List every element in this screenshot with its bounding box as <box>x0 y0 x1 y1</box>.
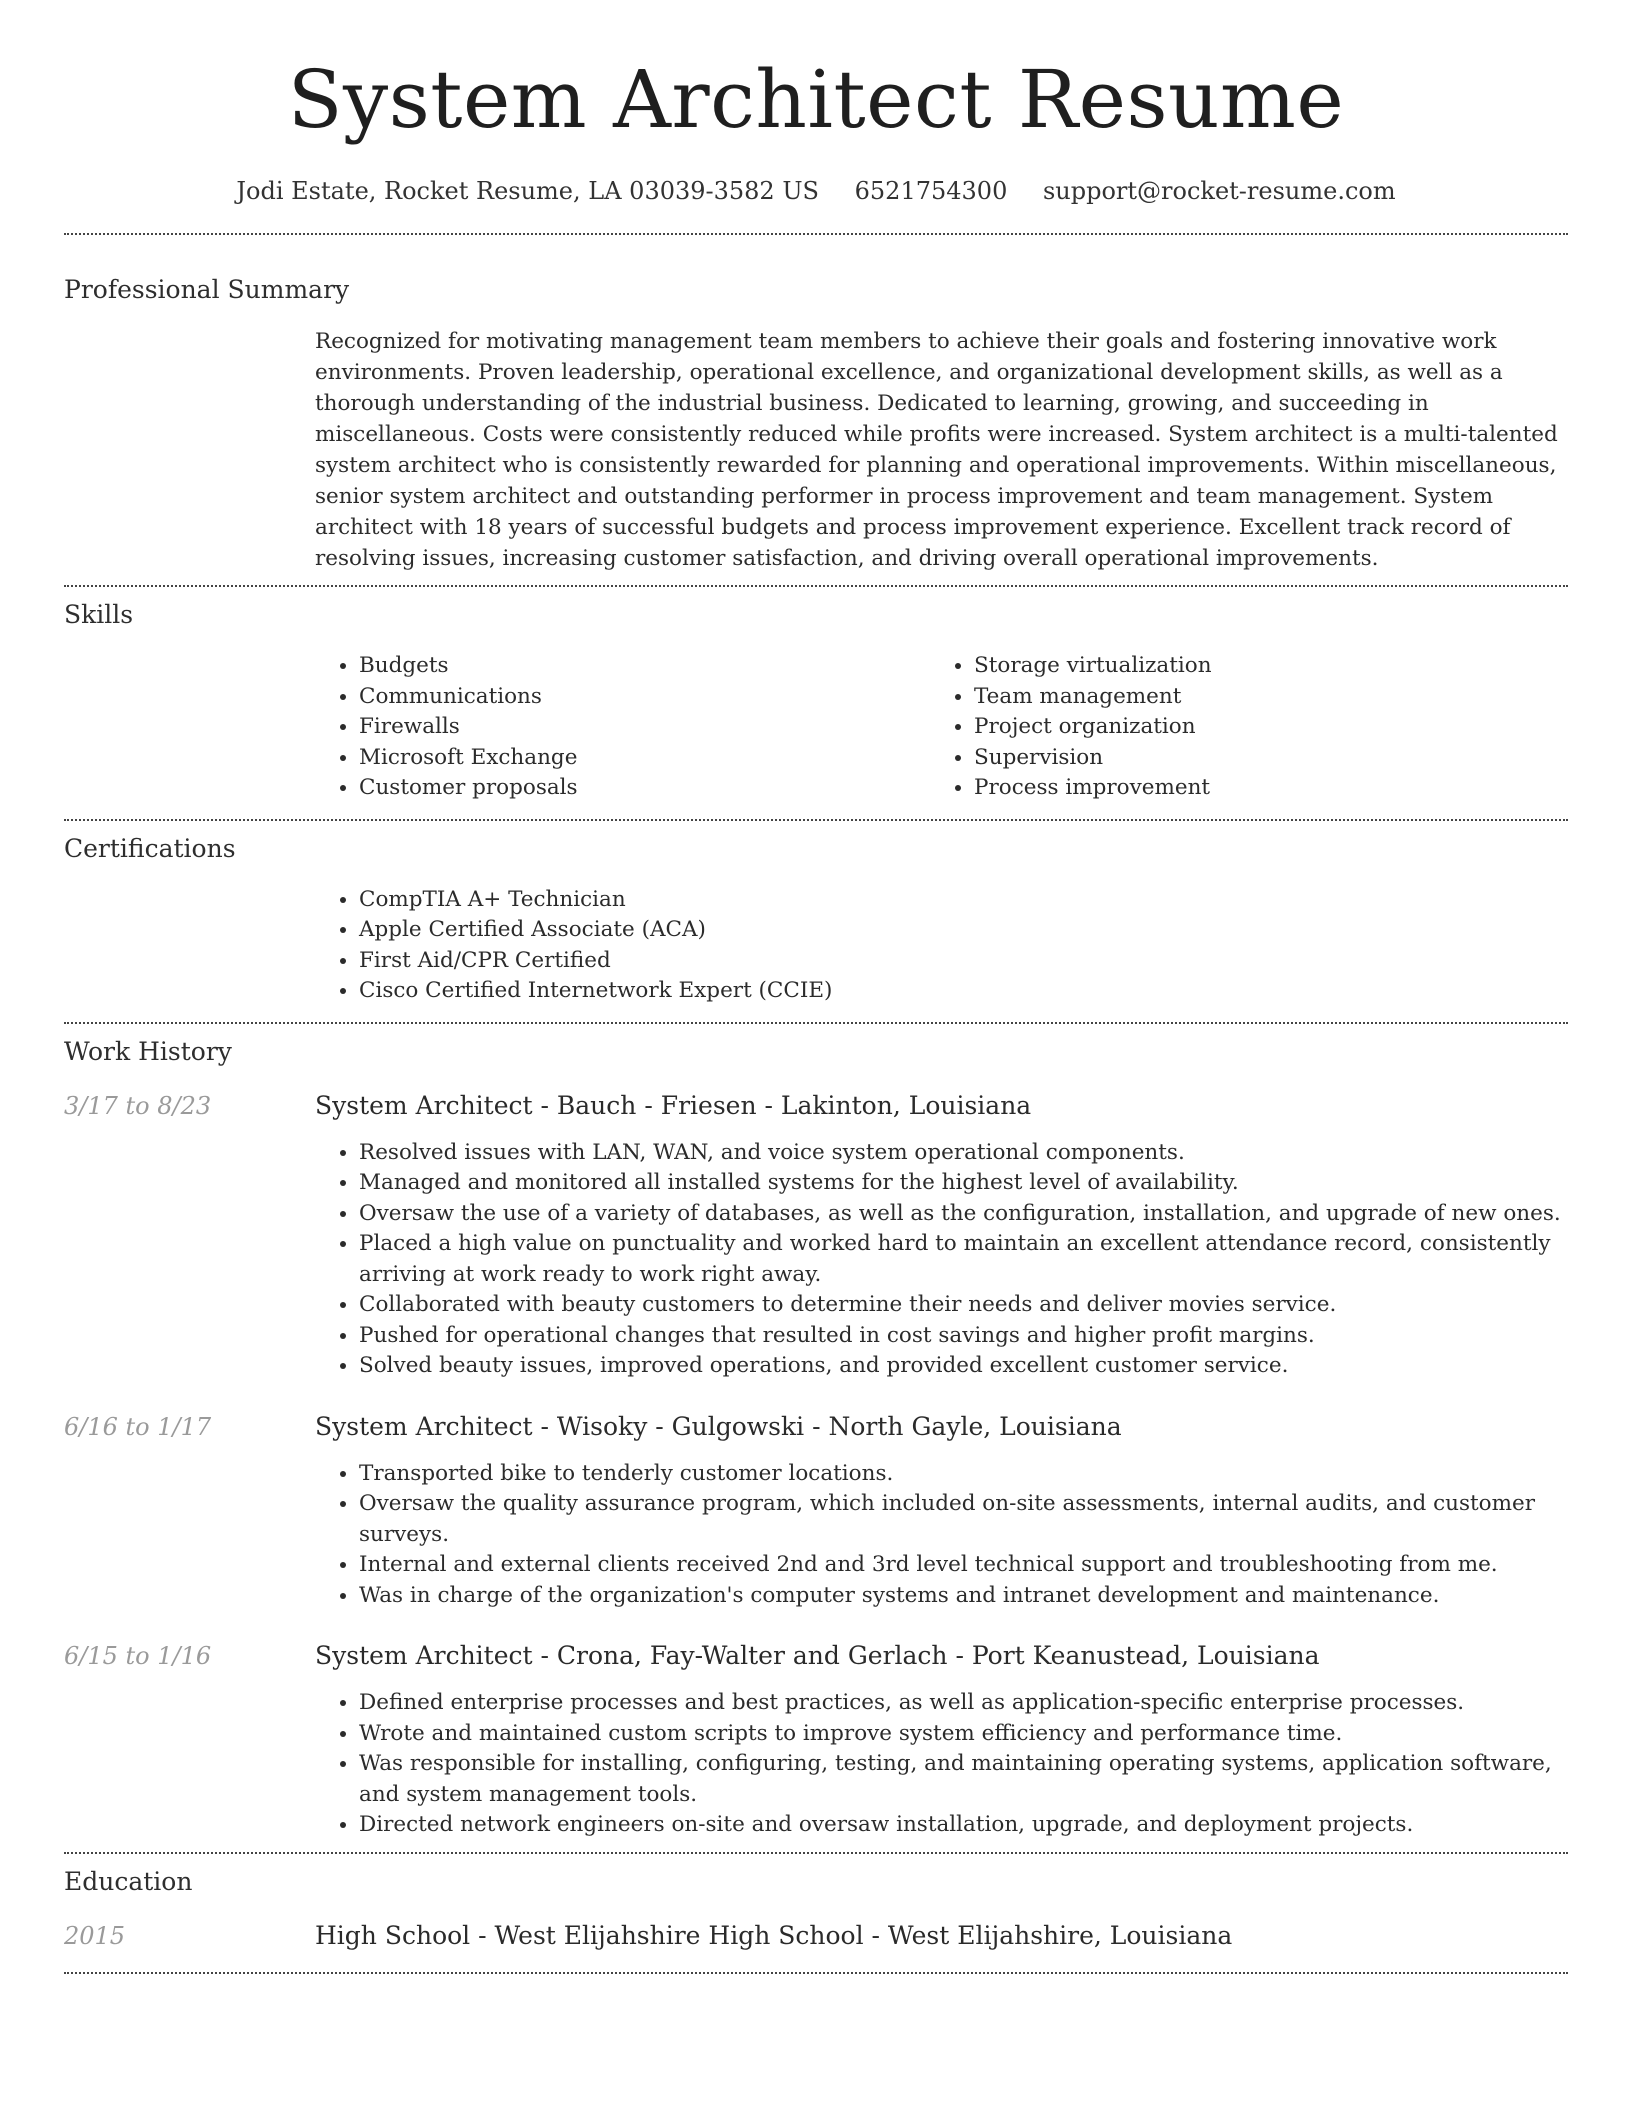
skill-item: • Customer proposals <box>359 773 930 804</box>
skills-section <box>64 598 1568 804</box>
education-entry <box>64 1921 1568 1950</box>
job-bullet: • Defined enterprise processes and best practices, as well as application-specific enterprise processes. <box>359 1688 1568 1719</box>
job-date: 6/16 to 1/17 <box>64 1412 212 1441</box>
education-section <box>64 1865 1568 1950</box>
job-entry <box>64 1091 1568 1382</box>
skill-item: • Microsoft Exchange <box>359 743 930 774</box>
job-bullet: • Solved beauty issues, improved operations, and provided excellent customer service. <box>359 1351 1568 1382</box>
certifications-section <box>64 832 1568 1007</box>
resume-title: System Architect Resume <box>287 53 1345 146</box>
skill-item: • Firewalls <box>359 712 930 743</box>
skills-list <box>315 651 1568 804</box>
contact-phone: 6521754300 <box>854 177 1008 205</box>
work-heading: Work History <box>64 1036 232 1066</box>
job-header <box>64 1641 1568 1670</box>
job-header <box>64 1091 1568 1120</box>
job-bullet: • Was in charge of the organization's computer systems and intranet development and maintenance. <box>359 1581 1568 1612</box>
resume-page <box>64 0 1568 1974</box>
certification-item: • First Aid/CPR Certified <box>359 946 1568 977</box>
job-bullets <box>315 1459 1568 1612</box>
skill-item: • Team management <box>974 682 1545 713</box>
job-bullet: • Pushed for operational changes that resulted in cost savings and higher profit margins. <box>359 1321 1568 1352</box>
skill-item: • Storage virtualization <box>974 651 1545 682</box>
divider <box>64 1852 1568 1854</box>
job-bullet: • Wrote and maintained custom scripts to improve system efficiency and performance time. <box>359 1719 1568 1750</box>
summary-text: Recognized for motivating management team members to achieve their goals and fostering innovative work environments. Proven leadership, operational excellence, and organizational development skills, as well as a thorough understanding of the industrial business. Dedicated to learning, growing, and succeeding in miscellaneous. Costs were consistently reduced while profits were increased. System architect is a multi-talented system architect who is consistently rewarded for planning and operational improvements. Within miscellaneous, senior system architect and outstanding performer in process improvement and team management. System architect with 18 years of successful budgets and process improvement experience. Excellent track record of resolving issues, increasing customer satisfaction, and driving overall operational improvements. <box>315 329 1558 571</box>
job-bullet: • Resolved issues with LAN, WAN, and voice system operational components. <box>359 1138 1568 1169</box>
job-bullet: • Managed and monitored all installed systems for the highest level of availability. <box>359 1168 1568 1199</box>
job-bullet: • Was responsible for installing, configuring, testing, and maintaining operating systems, application software, and system management tools. <box>359 1749 1568 1810</box>
skill-item: • Supervision <box>974 743 1545 774</box>
job-bullets <box>315 1688 1568 1841</box>
contact-address: Jodi Estate, Rocket Resume, LA 03039-3582 US <box>236 177 819 205</box>
skill-item: • Project organization <box>974 712 1545 743</box>
job-header <box>64 1412 1568 1441</box>
certification-item: • CompTIA A+ Technician <box>359 885 1568 916</box>
job-entry <box>64 1641 1568 1841</box>
work-section <box>64 1035 1568 1841</box>
contact-email: support@rocket-resume.com <box>1042 177 1396 205</box>
job-bullets <box>315 1138 1568 1382</box>
job-bullet: • Oversaw the quality assurance program, which included on-site assessments, internal audits, and customer surveys. <box>359 1489 1568 1550</box>
education-title: High School - West Elijahshire High School - West Elijahshire, Louisiana <box>315 1920 1233 1950</box>
job-date: 6/15 to 1/16 <box>64 1642 212 1670</box>
job-bullet: • Oversaw the use of a variety of databases, as well as the configuration, installation, and upgrade of new ones. <box>359 1199 1568 1230</box>
summary-section <box>64 273 1568 574</box>
job-date: 3/17 to 8/23 <box>64 1091 212 1120</box>
certifications-list <box>315 885 1568 1007</box>
job-bullet: • Directed network engineers on-site and oversaw installation, upgrade, and deployment projects. <box>359 1810 1568 1841</box>
skills-column-right <box>930 651 1545 804</box>
certification-item: • Cisco Certified Internetwork Expert (CCIE) <box>359 976 1568 1007</box>
job-bullet: • Internal and external clients received 2nd and 3rd level technical support and troubleshooting from me. <box>359 1550 1568 1581</box>
job-bullet: • Transported bike to tenderly customer locations. <box>359 1459 1568 1490</box>
certification-item: • Apple Certified Associate (ACA) <box>359 915 1568 946</box>
skills-column-left <box>315 651 930 804</box>
skill-item: • Process improvement <box>974 773 1545 804</box>
divider <box>64 233 1568 235</box>
contact-line <box>64 174 1568 208</box>
job-title: System Architect - Bauch - Friesen - Lakinton, Louisiana <box>315 1090 1032 1120</box>
divider <box>64 819 1568 821</box>
divider <box>64 1972 1568 1974</box>
certifications-heading: Certifications <box>64 833 236 863</box>
skill-item: • Budgets <box>359 651 930 682</box>
job-bullet: • Placed a high value on punctuality and worked hard to maintain an excellent attendance record, consistently arriving at work ready to work right away. <box>359 1229 1568 1290</box>
summary-heading: Professional Summary <box>64 275 350 304</box>
skills-heading: Skills <box>64 600 134 629</box>
skill-item: • Communications <box>359 682 930 713</box>
education-date: 2015 <box>64 1921 126 1950</box>
divider <box>64 585 1568 587</box>
job-entry <box>64 1412 1568 1612</box>
job-title: System Architect - Crona, Fay-Walter and Gerlach - Port Keanustead, Louisiana <box>315 1641 1320 1670</box>
divider <box>64 1022 1568 1024</box>
job-title: System Architect - Wisoky - Gulgowski - North Gayle, Louisiana <box>315 1411 1122 1441</box>
education-heading: Education <box>64 1866 193 1896</box>
job-bullet: • Collaborated with beauty customers to determine their needs and deliver movies service. <box>359 1290 1568 1321</box>
